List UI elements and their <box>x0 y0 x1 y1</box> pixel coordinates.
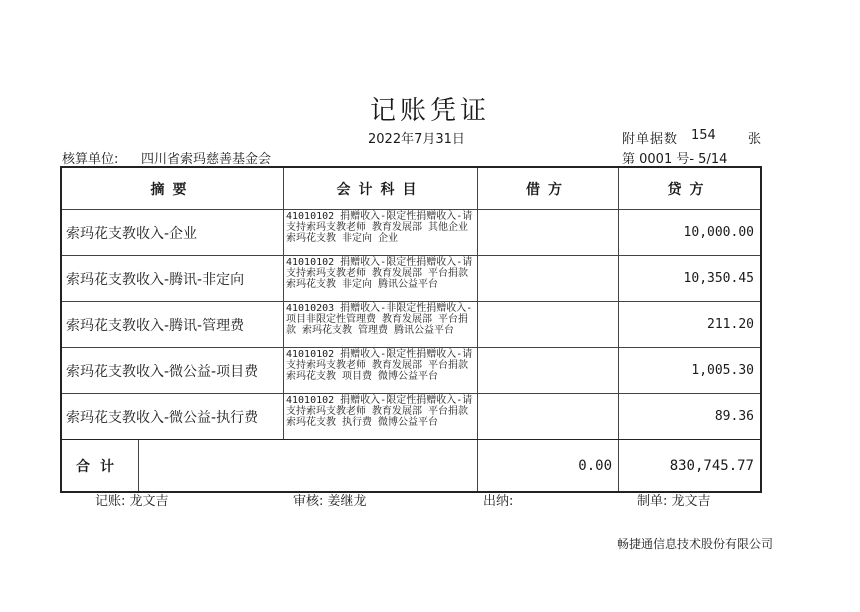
row-credit: 1,005.30 <box>618 348 760 393</box>
total-credit: 830,745.77 <box>618 440 760 491</box>
row-debit <box>477 256 618 301</box>
header-debit: 借方 <box>477 168 618 209</box>
attachments-count: 154 <box>691 128 716 143</box>
preparer-signature: 制单: 龙文吉 <box>637 494 711 509</box>
row-account: 41010102 捐赠收入-限定性捐赠收入-请支持索玛支教老师 教育发展部 平台捐款 索玛花支教 执行费 微博公益平台 <box>283 394 477 439</box>
attachments-unit: 张 <box>748 132 762 147</box>
total-row <box>62 439 760 491</box>
table-row <box>62 255 760 301</box>
row-summary: 索玛花支教收入-腾讯-管理费 <box>66 317 245 334</box>
row-summary: 索玛花支教收入-微公益-执行费 <box>66 409 259 426</box>
table-row <box>62 393 760 439</box>
total-blank-cell <box>138 440 477 491</box>
row-debit <box>477 302 618 347</box>
row-account: 41010102 捐赠收入-限定性捐赠收入-请支持索玛支教老师 教育发展部 其他企业 索玛花支教 非定向 企业 <box>283 210 477 255</box>
row-summary: 索玛花支教收入-腾讯-非定向 <box>66 271 245 288</box>
row-credit: 10,350.45 <box>618 256 760 301</box>
total-debit: 0.00 <box>477 440 618 491</box>
table-row <box>62 209 760 255</box>
cashier-signature: 出纳: <box>483 494 514 509</box>
header-summary: 摘要 <box>150 181 195 198</box>
voucher-title: 记账凭证 <box>369 96 490 126</box>
table-row <box>62 347 760 393</box>
software-company: 畅捷通信息技术股份有限公司 <box>617 537 774 551</box>
row-summary: 索玛花支教收入-企业 <box>66 225 198 242</box>
table-header-row <box>62 168 760 209</box>
row-credit: 211.20 <box>618 302 760 347</box>
accounting-unit-label: 核算单位: <box>62 152 119 167</box>
row-credit: 89.36 <box>618 394 760 439</box>
row-debit <box>477 210 618 255</box>
row-debit <box>477 394 618 439</box>
row-debit <box>477 348 618 393</box>
row-account: 41010102 捐赠收入-限定性捐赠收入-请支持索玛支教老师 教育发展部 平台捐款 索玛花支教 项目费 微博公益平台 <box>283 348 477 393</box>
row-summary: 索玛花支教收入-微公益-项目费 <box>66 363 259 380</box>
reviewer-signature: 审核: 姜继龙 <box>293 494 367 509</box>
row-credit: 10,000.00 <box>618 210 760 255</box>
accounting-unit-name: 四川省索玛慈善基金会 <box>141 152 272 167</box>
total-label: 合计 <box>76 458 124 475</box>
header-credit: 贷方 <box>618 168 760 209</box>
row-account: 41010203 捐赠收入-非限定性捐赠收入-项目非限定性管理费 教育发展部 平台捐款 索玛花支教 管理费 腾讯公益平台 <box>283 302 477 347</box>
voucher-number: 第 0001 号- 5/14 <box>622 152 728 167</box>
bookkeeper-signature: 记账: 龙文吉 <box>95 494 169 509</box>
voucher-table <box>60 166 762 493</box>
voucher-date: 2022年7月31日 <box>368 132 465 147</box>
attachments-label: 附单据数 <box>622 132 679 147</box>
row-account: 41010102 捐赠收入-限定性捐赠收入-请支持索玛支教老师 教育发展部 平台捐款 索玛花支教 非定向 腾讯公益平台 <box>283 256 477 301</box>
table-row <box>62 301 760 347</box>
header-account: 会计科目 <box>283 168 477 209</box>
